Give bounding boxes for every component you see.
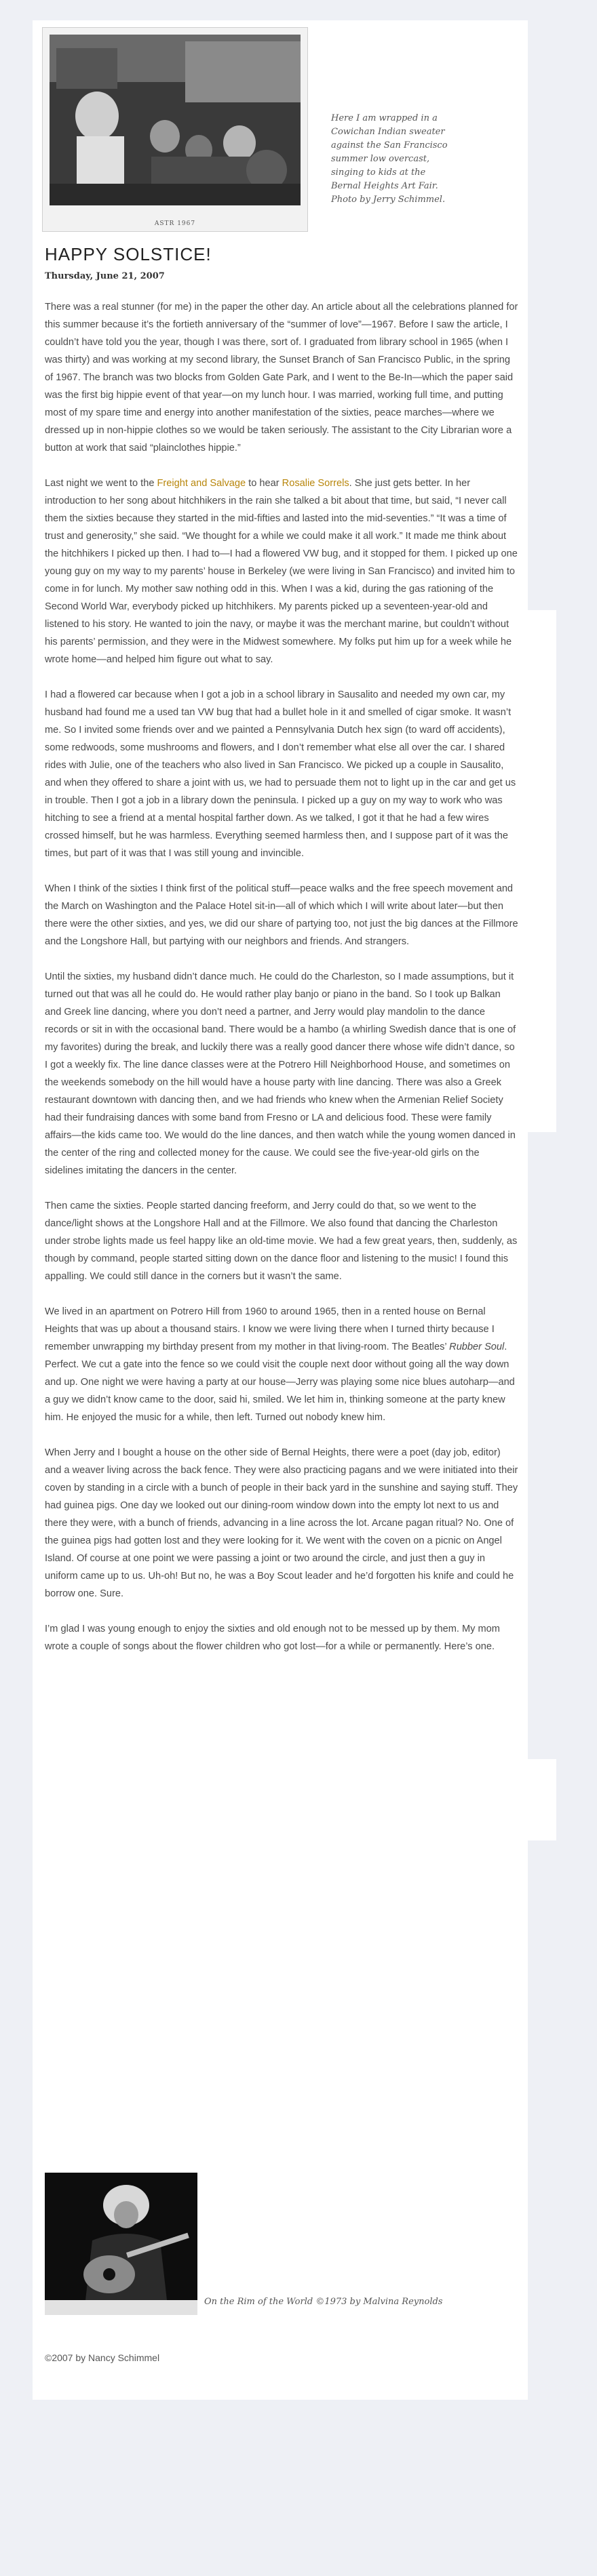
rosalie-sorrels-link[interactable]: Rosalie Sorrels xyxy=(282,478,349,489)
paragraph: When I think of the sixties I think first of the political stuff—peace walks and the free speech movement and the March on Washington and the Palace Hotel sit-in—all of which which I will write about later—but then there were the other sixties, and yes, we did our share of partying too, not just the big dances at the Fillmore and the Longshore Hall, but partying with our neighbors and friends. And strangers. xyxy=(45,883,518,947)
caption-line: Cowichan Indian sweater xyxy=(331,127,445,137)
song-caption: On the Rim of the World ©1973 by Malvina Reynolds xyxy=(204,2297,443,2307)
caption-line: against the San Francisco xyxy=(331,140,448,150)
paragraph: I’m glad I was young enough to enjoy the sixties and old enough not to be messed up by them. My mom wrote a couple of songs about the flower children who got lost—for a while or permanently. Here’s one. xyxy=(45,1624,500,1652)
photo-tag: ASTR 1967 xyxy=(154,220,196,227)
photo-guitarist xyxy=(45,2173,197,2300)
caption-line: Bernal Heights Art Fair. xyxy=(331,181,438,191)
freight-and-salvage-link[interactable]: Freight and Salvage xyxy=(157,478,246,489)
paragraph: When Jerry and I bought a house on the other side of Bernal Heights, there were a poet (day job, editor) and a weaver living across the back fence. They were also practicing pagans and we were initiated into their coven by standing in a circle with a bunch of people in their back yard in the sunshine and saying stuff. They had guinea pigs. One day we looked out our dining-room window down into the empty lot next to us and there they were, with a bunch of friends, advancing in a line across the lot. Arcane pagan ritual? No. One of the guinea pigs had gotten lost and they were looking for it. We went with the coven on a picnic on Angel Island. Of course at one point we were passing a joint or two around the circle, and just then a guy in uniform came up to us. Uh-oh! But no, he was a Boy Scout leader and he’d forgotten his knife and could he borrow one. Sure. xyxy=(45,1447,518,1599)
caption-line: Here I am wrapped in a xyxy=(331,113,438,123)
paragraph: I had a flowered car because when I got a job in a school library in Sausalito and needed my own car, my husband had found me a used tan VW bug that had a bullet hole in it and smelled of cigar smoke. It wasn’t me. So I invited some friends over and we painted a Pennsylvania Dutch hex sign (to ward off accidents), some redwoods, some mushrooms and flowers, and I don’t remember what else all over the car. I shared rides with Julie, one of the teachers who also lived in San Francisco. We picked up a couple in Sausalito, and when they offered to share a joint with us, we had to persuade them not to light up in the car and get us in trouble. Then I got a job in a library down the peninsula. I picked up a guy on my way to work who was hitching to see a friend at a mental hospital farther down. As we talked, I got it that he had a few wires crossed himself, but he was harmless. Everything seemed harmless then, and I suppose part of it was the times, but part of it was that I was still young and invincible. xyxy=(45,689,516,859)
caption-line: Photo by Jerry Schimmel. xyxy=(331,195,446,205)
post-title: HAPPY SOLSTICE! xyxy=(45,244,212,264)
paragraph: We lived in an apartment on Potrero Hill from 1960 to around 1965, then in a rented house on Bernal Heights that was up about a thousand stairs. I know we were living there when I turned thirty because I remember unwrapping my birthday present from my mother in that living-room. The Beatles’ Rubber Soul. Perfect. We cut a gate into the fence so we could visit the couple next door without going all the way down and up. One night we were having a party at our house—Jerry was playing some nice blues autoharp—and a guy we didn’t know came to the door, said hi, smiled. We let him in, thinking someone at the party knew him. He enjoyed the music for a while, then left. Turned out nobody knew him. xyxy=(45,1306,515,1423)
photo-singing-kids xyxy=(50,35,301,205)
blog-column xyxy=(33,20,528,2400)
paragraph: There was a real stunner (for me) in the paper the other day. An article about all the celebrations planned for this summer because it’s the fortieth anniversary of the “summer of love”—1967. Before I saw the article, I couldn’t have told you the year, though I was there, sort of. I graduated from library school in 1965 (when I was thirty) and was working at my second library, the Sunset Branch of San Francisco Public, in the spring of 1967. The branch was two blocks from Golden Gate Park, and I went to the Be-In—which the paper said was the first big hippie event of that year—on my lunch hour. I was married, working full time, and putting most of my spare time and energy into another manifestation of the sixties, peace marches—where we dressed up in non-hippie clothes so we would be taken seriously. The assistant to the City Librarian wore a button at work that said “plainclothes hippie.” xyxy=(45,302,518,454)
caption-line: summer low overcast, xyxy=(331,154,430,164)
photo-caption xyxy=(331,112,467,207)
photo-strip xyxy=(45,2300,197,2315)
paragraph: Until the sixties, my husband didn’t dance much. He could do the Charleston, so I made assumptions, but it turned out that was all he could do. He would rather play banjo or piano in the band. So I took up Balkan and Greek line dancing, where you don’t need a partner, and Jerry would play mandolin to the dance records or sit in with the occasional band. There would be a hambo (a whirling Swedish dance that is one of my favorites) during the break, and luckily there was a really good dancer there whose wife didn’t dance, so I got a weekly fix. The line dance classes were at the Potrero Hill Neighborhood House, and sometimes on the weekends somebody on the hill would have a house party with line dancing. There was also a Greek restaurant downtown with dancing then, and we had friends who knew when the Armenian Relief Society had their fundraising dances with some band from Fresno or LA and delicious food. These were family affairs—the kids came too. We would do the line dances, and then watch while the young women danced in the center of the ring and collected money for the cause. We could see the five-year-old girls on the sidelines imitating the dancers in the center. xyxy=(45,971,516,1176)
copyright: ©2007 by Nancy Schimmel xyxy=(45,2352,160,2363)
paragraph: Then came the sixties. People started dancing freeform, and Jerry could do that, so we went to the dance/light shows at the Longshore Hall and at the Fillmore. We also found that dancing the Charleston under strobe lights made us feel happy like an old-time movie. We had a few great years, then, suddenly, as though by command, people started sitting down on the dance floor and listening to the music! I found this appalling. We could still dance in the corners but it wasn’t the same. xyxy=(45,1201,518,1282)
paragraph: Last night we went to the Freight and Salvage to hear Rosalie Sorrels. She just gets better. In her introduction to her song about hitchhikers in the rain she talked a bit about that time, but said, “I never call them the sixties because they started in the mid-fifties and lasted into the mid-seventies.” “It was a time of trust and generosity,” she said. “We thought for a while we could make it all work.” It made me think about the hitchhikers I picked up then. I had to—I had a flowered VW bug, and it stopped for them. I picked up one young guy on my way to my parents’ house in Berkeley (we were living in San Francisco) and invited him to come in for lunch. My mother saw nothing odd in this. When I was a kid, during the gas rationing of the Second World War, everybody picked up hitchhikers. My parents picked up a seventeen-year-old and listened to his story. He wanted to join the navy, or maybe it was the merchant marine, but couldn’t without his parents’ permission, and they were in the Midwest somewhere. My folks put him up for a week while he wrote home—and helped him figure out what to say. xyxy=(45,478,518,665)
header-photo xyxy=(42,27,308,232)
caption-line: singing to kids at the xyxy=(331,167,426,178)
post-date: Thursday, June 21, 2007 xyxy=(45,271,165,281)
post-body xyxy=(45,298,520,1673)
